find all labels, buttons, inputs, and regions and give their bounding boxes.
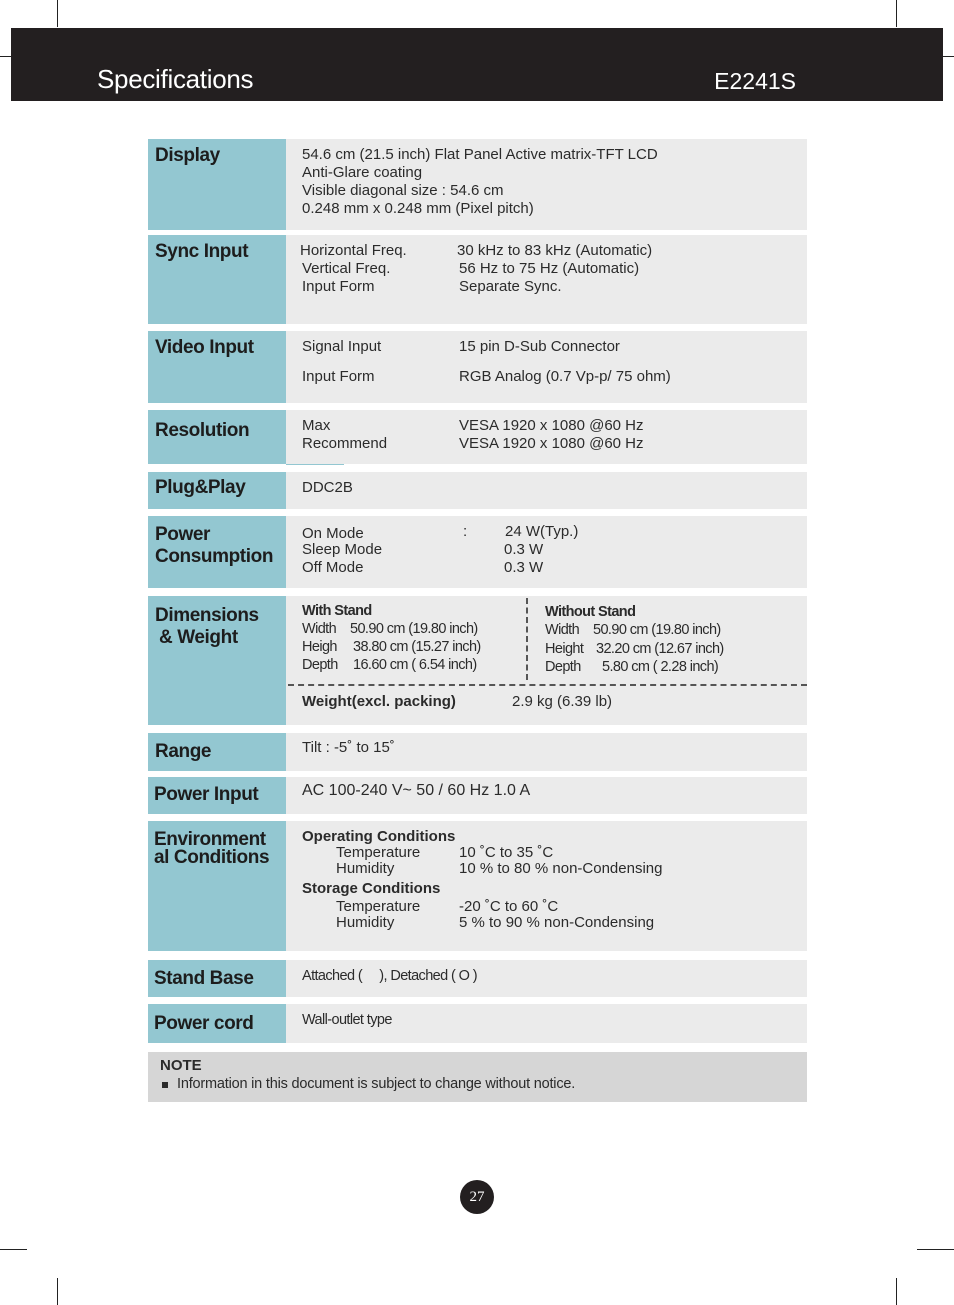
weight-value: 2.9 kg (6.39 lb) [512,693,613,710]
spec-label: Display [155,145,220,166]
spec-value-cell [286,235,807,324]
spec-row-power-input [148,777,807,814]
spec-key: Width [545,622,580,638]
spec-key: Temperature [336,844,421,861]
spec-row-dimensions-weight [148,596,807,725]
spec-value: Attached ( ), Detached ( O ) [302,968,478,984]
spec-row-resolution [148,410,807,464]
storage-conditions-title: Storage Conditions [302,880,441,897]
spec-key: Input Form [302,368,375,385]
spec-value: 50.90 cm (19.80 inch) [593,622,721,638]
note-text: Information in this document is subject to change without notice. [177,1076,576,1092]
spec-label: Power cord [154,1013,254,1034]
spec-row-plug-and-play [148,472,807,509]
spec-value: 10 ˚C to 35 ˚C [459,844,554,861]
spec-value: 0.3 W [504,559,544,576]
spec-value: 38.80 cm (15.27 inch) [353,639,481,655]
spec-label: Environment [154,829,266,850]
spec-row-power-cord [148,1004,807,1043]
spec-label: & Weight [159,627,238,648]
spec-value: VESA 1920 x 1080 @60 Hz [459,417,644,434]
header-bar [11,28,943,101]
spec-label: Plug&Play [155,477,246,498]
spec-label: Resolution [155,420,250,441]
weight-label: Weight(excl. packing) [302,693,456,710]
spec-label: Dimensions [155,605,259,626]
spec-key: Heigh [302,639,337,655]
spec-value: 15 pin D-Sub Connector [459,338,620,355]
spec-value-cell [286,821,807,951]
crop-mark [0,56,11,57]
spec-value: Visible diagonal size : 54.6 cm [302,182,504,199]
spec-separator: : [463,523,468,540]
page-number: 27 [460,1180,494,1214]
spec-key: Vertical Freq. [302,260,391,277]
spec-value-cell [286,777,807,814]
spec-key: Input Form [302,278,375,295]
spec-label-cell [148,960,286,997]
spec-value: 0.248 mm x 0.248 mm (Pixel pitch) [302,200,534,217]
spec-value-cell [286,596,807,725]
spec-key: On Mode [302,525,364,542]
spec-value: 5.80 cm ( 2.28 inch) [602,659,719,675]
spec-key: Off Mode [302,559,364,576]
spec-label-cell [148,733,286,771]
without-stand-title: Without Stand [545,604,636,620]
spec-label-cell [148,516,286,588]
spec-value: RGB Analog (0.7 Vp-p/ 75 ohm) [459,368,671,385]
spec-label-cell [148,777,286,814]
spec-value: VESA 1920 x 1080 @60 Hz [459,435,644,452]
spec-value: Anti-Glare coating [302,164,423,181]
spec-key: Depth [302,657,338,673]
spec-label-cell [148,821,286,951]
spec-label: Sync Input [155,241,249,262]
spec-key: Recommend [302,435,388,452]
spec-value: Tilt : -5˚ to 15˚ [302,739,395,756]
spec-label: Video Input [155,337,254,358]
crop-mark [943,56,954,57]
spec-value: 16.60 cm ( 6.54 inch) [353,657,477,673]
spec-row-power-consumption [148,516,807,588]
spec-row-environmental-conditions [148,821,807,951]
operating-conditions-title: Operating Conditions [302,828,456,845]
spec-value: 5 % to 90 % non-Condensing [459,914,655,931]
spec-key: Max [302,417,331,434]
spec-key: Depth [545,659,581,675]
with-stand-title: With Stand [302,603,372,619]
spec-label: Power Input [154,784,259,805]
note-title: NOTE [160,1057,202,1074]
spec-label-cell [148,410,286,464]
spec-row-video-input [148,331,807,403]
spec-label-cell [148,331,286,403]
crop-mark [896,1278,897,1305]
spec-value-cell [286,331,807,403]
spec-value-cell [286,472,807,509]
row-divider [288,684,807,686]
spec-value: AC 100-240 V~ 50 / 60 Hz 1.0 A [302,782,531,799]
spec-value: DDC2B [302,479,353,496]
spec-key: Horizontal Freq. [300,242,407,259]
spec-label-cell [148,235,286,324]
spec-value: Separate Sync. [459,278,562,295]
spec-value: 50.90 cm (19.80 inch) [350,621,478,637]
spec-value-cell [286,139,807,230]
spec-value: 24 W(Typ.) [505,523,579,540]
spec-key: Humidity [336,914,395,931]
spec-value: 10 % to 80 % non-Condensing [459,860,663,877]
spec-row-stand-base [148,960,807,997]
crop-mark [57,0,58,27]
column-divider [526,598,528,680]
spec-key: Width [302,621,337,637]
crop-mark [917,1249,954,1250]
spec-value-cell [286,733,807,771]
spec-key: Humidity [336,860,395,877]
spec-key: Temperature [336,898,421,915]
spec-label: Power [155,524,211,545]
spec-value-cell [286,1004,807,1043]
spec-value-cell [286,516,807,588]
spec-label-cell [148,1004,286,1043]
spec-value: 32.20 cm (12.67 inch) [596,641,724,657]
page-title: Specifications [97,64,254,94]
spec-row-display [148,139,807,230]
spec-label: Stand Base [154,968,254,989]
spec-value-cell [286,960,807,997]
spec-row-range [148,733,807,771]
spec-value: 54.6 cm (21.5 inch) Flat Panel Active matrix-TFT LCD [302,146,658,163]
divider [286,464,344,465]
spec-label: Range [155,741,212,762]
spec-key: Sleep Mode [302,541,383,558]
spec-label: Consumption [155,546,274,567]
spec-value: -20 ˚C to 60 ˚C [459,898,559,915]
crop-mark [57,1278,58,1305]
spec-label-cell [148,139,286,230]
spec-label-cell [148,596,286,725]
spec-value: 30 kHz to 83 kHz (Automatic) [457,242,653,259]
spec-value-cell [286,410,807,464]
spec-key: Height [545,641,584,657]
model-name: E2241S [714,68,796,94]
spec-value: 56 Hz to 75 Hz (Automatic) [459,260,640,277]
crop-mark [896,0,897,27]
note-box [148,1052,807,1102]
spec-label: al Conditions [154,847,270,868]
spec-row-sync-input [148,235,807,324]
spec-value: Wall-outlet type [302,1012,392,1028]
crop-mark [0,1249,27,1250]
spec-value: 0.3 W [504,541,544,558]
bullet-icon [162,1082,168,1088]
spec-key: Signal Input [302,338,382,355]
spec-label-cell [148,472,286,509]
